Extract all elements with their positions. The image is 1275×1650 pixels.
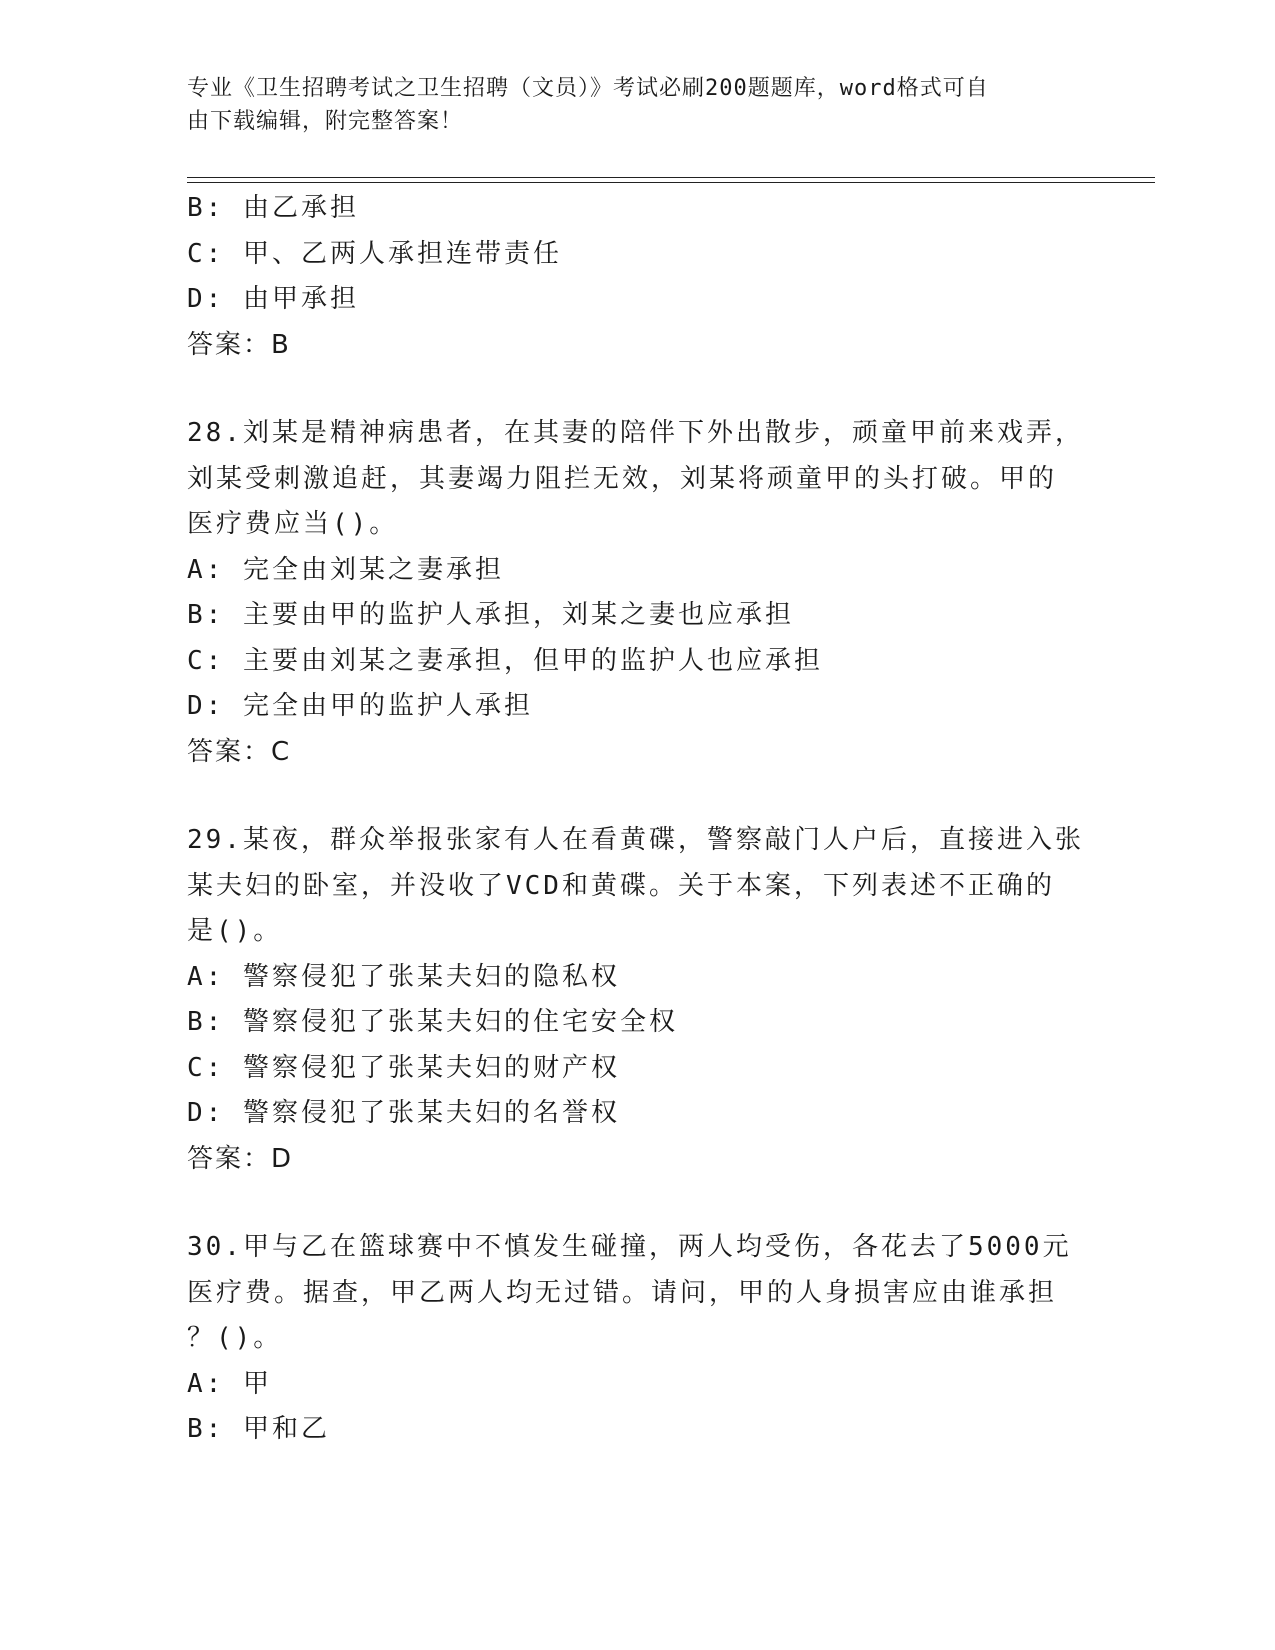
spacer <box>187 1182 1087 1225</box>
question-stem-line: 刘某受刺激追赶，其妻竭力阻拦无效，刘某将顽童甲的头打破。甲的 <box>187 463 1058 494</box>
option-b: B: 由乙承担 <box>187 193 359 223</box>
option-c: C: 甲、乙两人承担连带责任 <box>187 238 562 269</box>
question-stem-line: 某夫妇的卧室，并没收了VCD和黄碟。关于本案，下列表述不正确的 <box>187 870 1055 901</box>
question-stem-line: 28.刘某是精神病患者，在其妻的陪伴下外出散步，顽童甲前来戏弄， <box>187 418 1084 448</box>
option-c: C: 警察侵犯了张某夫妇的财产权 <box>187 1052 620 1083</box>
answer: 答案：C <box>187 736 292 767</box>
question-stem-line: 医疗费。据查，甲乙两人均无过错。请问，甲的人身损害应由谁承担 <box>187 1277 1058 1308</box>
question-stem-line: 29.某夜，群众举报张家有人在看黄碟，警察敲门人户后，直接进入张 <box>187 825 1084 855</box>
option-d: D: 由甲承担 <box>187 284 359 314</box>
answer: 答案：D <box>187 1143 294 1174</box>
header-line-2: 由下载编辑，附完整答案！ <box>187 109 464 134</box>
header-rule-top <box>187 177 1155 178</box>
question-27-tail <box>187 186 1087 368</box>
spacer <box>187 368 1087 411</box>
option-b: B: 主要由甲的监护人承担，刘某之妻也应承担 <box>187 600 794 630</box>
answer: 答案：B <box>187 329 291 360</box>
question-stem-line: 30.甲与乙在篮球赛中不慎发生碰撞，两人均受伤，各花去了5000元 <box>187 1232 1072 1262</box>
option-d: D: 完全由甲的监护人承担 <box>187 691 533 721</box>
question-list <box>187 186 1087 1453</box>
question-stem-line: 是()。 <box>187 916 283 946</box>
question-29 <box>187 818 1087 1182</box>
question-stem-line: ？()。 <box>187 1323 283 1353</box>
option-b: B: 甲和乙 <box>187 1414 330 1444</box>
option-a: A: 警察侵犯了张某夫妇的隐私权 <box>187 961 620 992</box>
document-header <box>187 72 1067 138</box>
header-line-1: 专业《卫生招聘考试之卫生招聘（文员）》考试必刷200题题库，word格式可自 <box>187 76 989 101</box>
option-d: D: 警察侵犯了张某夫妇的名誉权 <box>187 1098 620 1128</box>
header-rule-bottom <box>187 182 1155 183</box>
spacer <box>187 775 1087 818</box>
question-stem-line: 医疗费应当()。 <box>187 509 399 539</box>
question-28 <box>187 411 1087 775</box>
option-a: A: 完全由刘某之妻承担 <box>187 554 504 585</box>
option-c: C: 主要由刘某之妻承担，但甲的监护人也应承担 <box>187 645 823 676</box>
option-a: A: 甲 <box>187 1368 272 1399</box>
question-30 <box>187 1225 1087 1453</box>
option-b: B: 警察侵犯了张某夫妇的住宅安全权 <box>187 1007 678 1037</box>
